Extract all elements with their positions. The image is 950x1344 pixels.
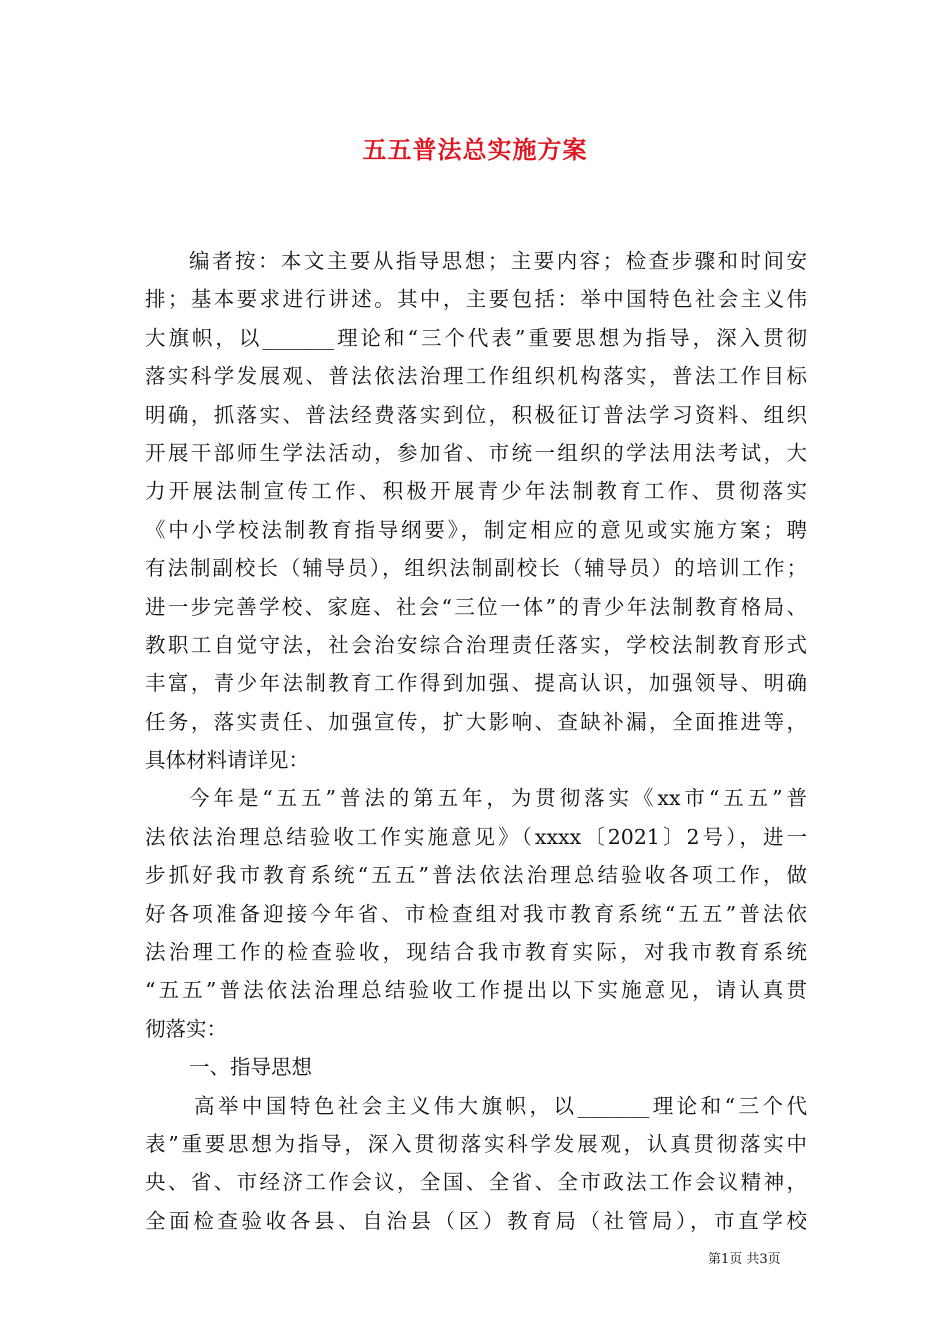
body-line: 大旗帜，以_______理论和“三个代表”重要思想为指导，深入贯彻 xyxy=(145,325,807,350)
body-line: 教职工自觉守法，社会治安综合治理责任落实，学校法制教育形式 xyxy=(145,632,807,657)
body-line: 表”重要思想为指导，深入贯彻落实科学发展观，认真贯彻落实中 xyxy=(145,1131,807,1156)
body-line: 有法制副校长（辅导员），组织法制副校长（辅导员）的培训工作； xyxy=(145,556,807,581)
body-line: “五五”普法依法治理总结验收工作提出以下实施意见，请认真贯 xyxy=(145,978,807,1003)
body-line: 法治理工作的检查验收，现结合我市教育实际，对我市教育系统 xyxy=(145,940,807,965)
body-line: 力开展法制宣传工作、积极开展青少年法制教育工作、贯彻落实 xyxy=(145,479,807,504)
body-line: 步抓好我市教育系统“五五”普法依法治理总结验收各项工作，做 xyxy=(145,863,807,888)
body-line: 彻落实： xyxy=(145,1016,227,1041)
body-line: 今年是“五五”普法的第五年，为贯彻落实《xx市“五五”普 xyxy=(189,786,807,811)
body-line: 进一步完善学校、家庭、社会“三位一体”的青少年法制教育格局、 xyxy=(145,594,807,619)
body-line: 全面检查验收各县、自治县（区）教育局（社管局），市直学校 xyxy=(145,1208,807,1233)
body-line: 《中小学校法制教育指导纲要》，制定相应的意见或实施方案；聘 xyxy=(145,517,807,542)
body-line: 排；基本要求进行讲述。其中，主要包括：举中国特色社会主义伟 xyxy=(145,287,807,312)
body-line: 具体材料请详见： xyxy=(145,748,309,773)
body-line: 明确，抓落实、普法经费落实到位，积极征订普法学习资料、组织 xyxy=(145,402,807,427)
body-line: 高举中国特色社会主义伟大旗帜，以_______理论和“三个代 xyxy=(194,1093,807,1118)
page-number: 第1页 共3页 xyxy=(708,1252,781,1267)
body-line: 好各项准备迎接今年省、市检查组对我市教育系统“五五”普法依 xyxy=(145,901,807,926)
document-title: 五五普法总实施方案 xyxy=(362,135,588,164)
body-line: 一、指导思想 xyxy=(189,1055,312,1080)
body-line: 法依法治理总结验收工作实施意见》（xxxx〔2021〕2号），进一 xyxy=(145,824,807,849)
body-line: 央、省、市经济工作会议，全国、全省、全市政法工作会议精神， xyxy=(145,1170,807,1195)
body-line: 任务，落实责任、加强宣传，扩大影响、查缺补漏，全面推进等， xyxy=(145,709,807,734)
body-line: 编者按：本文主要从指导思想；主要内容；检查步骤和时间安 xyxy=(189,249,807,273)
document-body xyxy=(145,242,807,1240)
body-line: 丰富，青少年法制教育工作得到加强、提高认识，加强领导、明确 xyxy=(145,671,807,696)
body-line: 落实科学发展观、普法依法治理工作组织机构落实，普法工作目标 xyxy=(145,364,807,389)
body-line: 开展干部师生学法活动，参加省、市统一组织的学法用法考试，大 xyxy=(145,440,807,465)
